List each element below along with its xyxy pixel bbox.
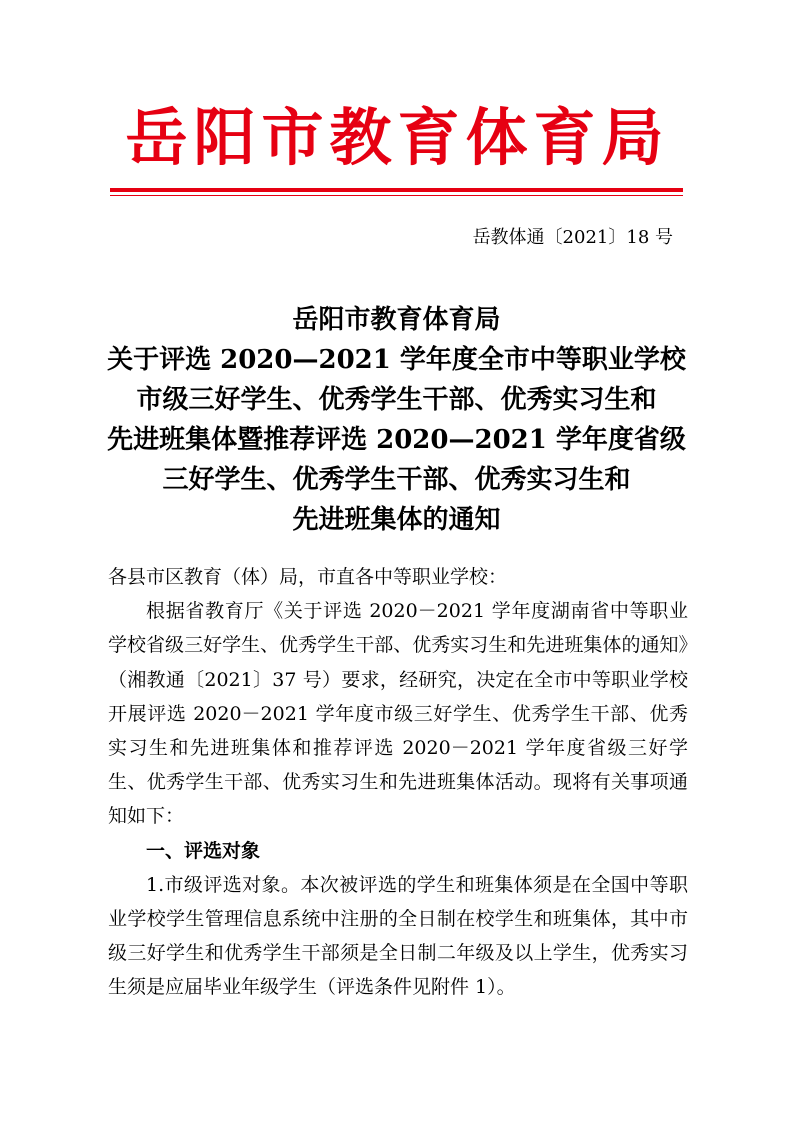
masthead-red-rule-thin — [110, 195, 683, 196]
document-title — [90, 300, 703, 540]
title-line: 岳阳市教育体育局 — [292, 305, 501, 335]
body-paragraph: 根据省教育厅《关于评选 2020－2021 学年度湖南省中等职业学校省级三好学生、优秀学生干部、优秀实习生和先进班集体的通知》（湘教通〔2021〕37 号）要求，经研究，决定在全市中等职业学校开展评选 2020－2021 学年度市级三好学生、优秀学生干部、优秀实习生和先进班集体和推荐评选 2020－2021 学年度省级三好学生、优秀学生干部、优秀实习生和先进班集体活动。现将有关事项通知如下： — [108, 600, 688, 828]
section-heading: 一、评选对象 — [146, 839, 261, 862]
body-paragraph: 1.市级评选对象。本次被评选的学生和班集体须是在全国中等职业学校学生管理信息系统中注册的全日制在校学生和班集体，其中市级三好学生和优秀学生干部须是全日制二年级及以上学生，优秀实习生须是应届毕业年级学生（评选条件见附件 1）。 — [108, 873, 688, 999]
title-line: 市级三好学生、优秀学生干部、优秀实习生和 — [136, 385, 657, 415]
title-line: 关于评选 2020—2021 学年度全市中等职业学校 — [107, 345, 686, 375]
salutation: 各县市区教育（体）局，市直各中等职业学校： — [108, 566, 508, 588]
title-line: 先进班集体的通知 — [292, 505, 501, 535]
document-body — [108, 560, 688, 1005]
masthead-title: 岳阳市教育体育局 — [125, 101, 670, 174]
masthead-red-rule-thick — [110, 188, 683, 192]
title-line: 三好学生、优秀学生干部、优秀实习生和 — [162, 465, 631, 495]
document-number: 岳教体通〔2021〕18 号 — [472, 227, 673, 248]
title-line: 先进班集体暨推荐评选 2020—2021 学年度省级 — [107, 425, 686, 455]
